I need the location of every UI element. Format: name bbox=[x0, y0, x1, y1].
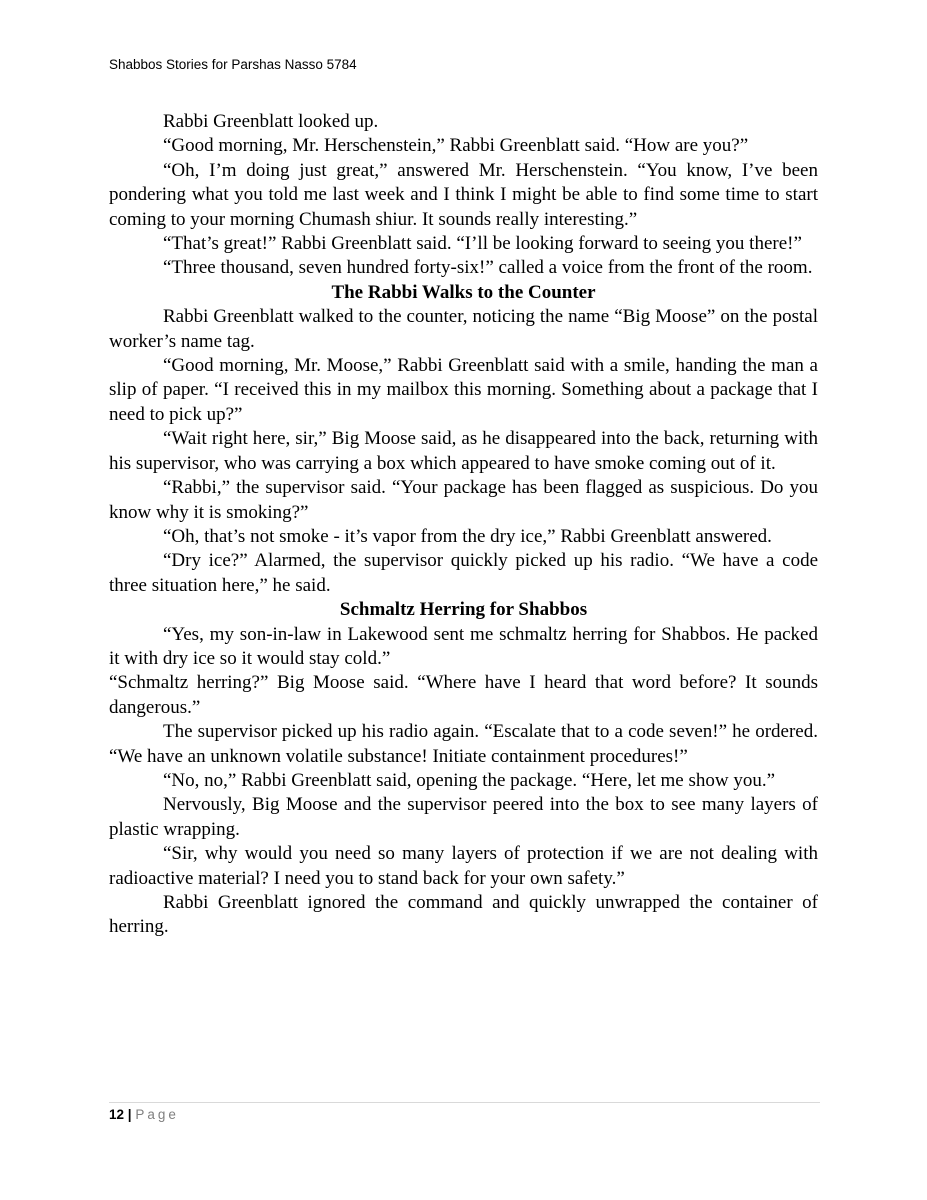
paragraph: “Sir, why would you need so many layers of protection if we are not dealing with radioactive material? I need you to stand back for your own safety.” bbox=[109, 843, 818, 889]
page-label: Page bbox=[135, 1107, 179, 1122]
paragraph: Rabbi Greenblatt walked to the counter, noticing the name “Big Moose” on the postal worker’s name tag. bbox=[109, 306, 818, 352]
document-body bbox=[109, 110, 818, 940]
paragraph: “Yes, my son-in-law in Lakewood sent me schmaltz herring for Shabbos. He packed it with dry ice so it would stay cold.” bbox=[109, 623, 818, 669]
paragraph: “Dry ice?” Alarmed, the supervisor quickly picked up his radio. “We have a code three situation here,” he said. bbox=[109, 550, 818, 596]
paragraph: “No, no,” Rabbi Greenblatt said, opening the package. “Here, let me show you.” bbox=[163, 769, 776, 791]
section-heading: The Rabbi Walks to the Counter bbox=[331, 281, 596, 303]
paragraph: Rabbi Greenblatt ignored the command and quickly unwrapped the container of herring. bbox=[109, 892, 818, 938]
footer-divider bbox=[109, 1102, 820, 1103]
paragraph: “Three thousand, seven hundred forty-six!” called a voice from the front of the room. bbox=[163, 257, 813, 279]
paragraph: Rabbi Greenblatt looked up. bbox=[163, 111, 379, 132]
paragraph: “Good morning, Mr. Moose,” Rabbi Greenblatt said with a smile, handing the man a slip of paper. “I received this in my mailbox this morning. Something about a package that I need to pick up?” bbox=[109, 355, 818, 425]
paragraph: “Oh, that’s not smoke - it’s vapor from the dry ice,” Rabbi Greenblatt answered. bbox=[163, 525, 772, 547]
paragraph: “That’s great!” Rabbi Greenblatt said. “I’ll be looking forward to seeing you there!” bbox=[163, 233, 802, 255]
paragraph: “Oh, I’m doing just great,” answered Mr. Herschenstein. “You know, I’ve been pondering what you told me last week and I think I might be able to find some time to start coming to your morning Chumash shiur. It sounds really interesting.” bbox=[109, 159, 818, 230]
footer-separator: | bbox=[127, 1107, 132, 1122]
paragraph: “Schmaltz herring?” Big Moose said. “Where have I heard that word before? It sounds dangerous.” bbox=[109, 672, 818, 718]
paragraph: The supervisor picked up his radio again. “Escalate that to a code seven!” he ordered. “We have an unknown volatile substance! Initiate containment procedures!” bbox=[109, 721, 818, 767]
running-header: Shabbos Stories for Parshas Nasso 5784 bbox=[109, 57, 357, 72]
paragraph: “Wait right here, sir,” Big Moose said, as he disappeared into the back, returning with his supervisor, who was carrying a box which appeared to have smoke coming out of it. bbox=[109, 428, 818, 474]
page-footer bbox=[109, 1107, 179, 1122]
page-number: 12 bbox=[109, 1107, 125, 1122]
paragraph: “Good morning, Mr. Herschenstein,” Rabbi Greenblatt said. “How are you?” bbox=[163, 135, 749, 157]
section-heading: Schmaltz Herring for Shabbos bbox=[339, 599, 588, 621]
paragraph: Nervously, Big Moose and the supervisor peered into the box to see many layers of plastic wrapping. bbox=[109, 794, 818, 840]
paragraph: “Rabbi,” the supervisor said. “Your package has been flagged as suspicious. Do you know why it is smoking?” bbox=[109, 477, 818, 523]
